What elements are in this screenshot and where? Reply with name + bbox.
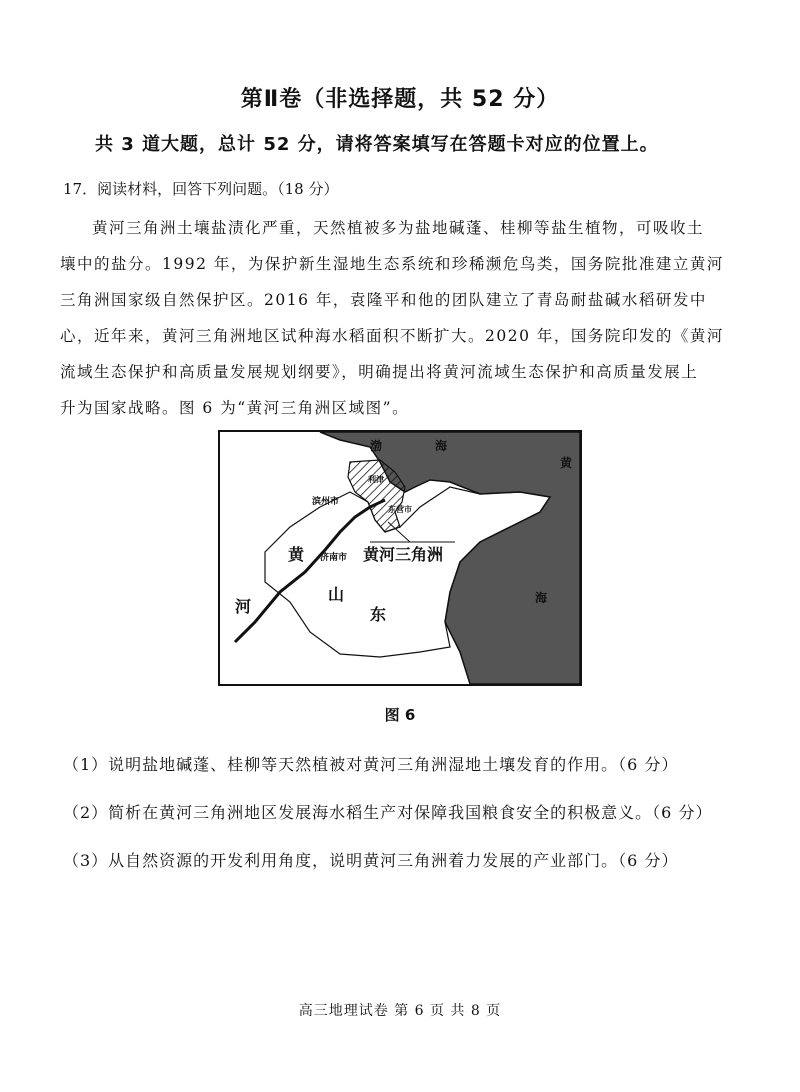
section-title: 第Ⅱ卷（非选择题，共 52 分） xyxy=(240,87,560,112)
city-label-jinan: 济南市 xyxy=(320,553,348,563)
province-label-shan: 山 xyxy=(328,585,345,604)
city-label-binzhou: 滨州市 xyxy=(312,497,340,507)
city-label-lijin: 利津 xyxy=(368,475,384,484)
city-label-dongying: 东营市 xyxy=(388,505,412,514)
passage-line: 流域生态保护和高质量发展规划纲要》，明确提出将黄河流域生态保护和高质量发展上 xyxy=(60,363,699,381)
sub-question-3: （3）从自然资源的开发利用角度，说明黄河三角洲着力发展的产业部门。（6 分） xyxy=(63,851,679,870)
section-instruction: 共 3 道大题，总计 52 分，请将答案填写在答题卡对应的位置上。 xyxy=(95,134,659,155)
sub-question-2: （2）简析在黄河三角洲地区发展海水稻生产对保障我国粮食安全的积极意义。（6 分） xyxy=(63,803,713,822)
yellow-river-delta-map xyxy=(218,430,582,686)
reading-passage xyxy=(60,210,740,426)
figure-caption: 图 6 xyxy=(384,706,416,724)
passage-line: 黄河三角洲土壤盐渍化严重，天然植被多为盐地碱蓬、桂柳等盐生植物，可吸收土 xyxy=(92,219,705,237)
delta-label: 黄河三角洲 xyxy=(363,545,444,564)
sub-question-1: （1）说明盐地碱蓬、桂柳等天然植被对黄河三角洲湿地土壤发育的作用。（6 分） xyxy=(63,755,679,774)
passage-line: 升为国家战略。图 6 为“黄河三角洲区域图”。 xyxy=(60,399,410,417)
sea-label-bo: 渤 xyxy=(370,439,383,453)
passage-line: 壤中的盐分。1992 年，为保护新生湿地生态系统和珍稀濒危鸟类，国务院批准建立黄河 xyxy=(60,255,724,273)
passage-line: 三角洲国家级自然保护区。2016 年，袁隆平和他的团队建立了青岛耐盐碱水稻研发中 xyxy=(60,291,707,309)
river-label-huang: 黄 xyxy=(288,545,305,564)
sea-label-huang: 黄 xyxy=(560,456,573,470)
yellow-river-line xyxy=(235,500,385,642)
sea-label-hai-east: 海 xyxy=(535,591,548,605)
question-17-heading: 17．阅读材料，回答下列问题。（18 分） xyxy=(63,180,339,198)
passage-line: 心，近年来，黄河三角洲地区试种海水稻面积不断扩大。2020 年，国务院印发的《黄河 xyxy=(60,327,724,345)
river-label-he: 河 xyxy=(235,597,252,616)
province-label-dong: 东 xyxy=(370,605,387,624)
page-footer: 高三地理试卷 第 6 页 共 8 页 xyxy=(298,1003,502,1019)
sea-label-hai: 海 xyxy=(435,439,448,453)
